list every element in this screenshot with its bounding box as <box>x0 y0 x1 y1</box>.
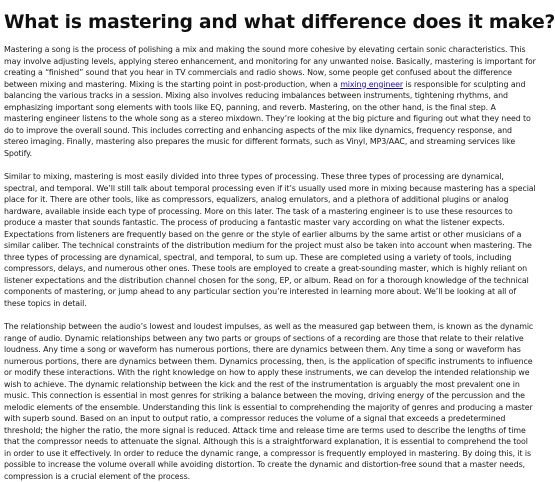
paragraph-processing-types: Similar to mixing, mastering is most easily divided into three types of processing. These three types of processing are dynamical, spectral, and temporal. We’ll still talk about temporal processing even if it’s usually used more in mixing because mastering has a special place for it. There are other tools, like as compressors, equalizers, analog emulators, and a plethora of additional plugins or analog hardware, available inside each type of processing. More on this later. The task of a mastering engineer is to use these resources to produce a master that sounds fantastic. The process of producing a fantastic master vary according on what the listener expects. Expectations from listeners are frequently based on the genre or the style of earlier albums by the same artist or other musicians of a similar caliber. The technical constraints of the distribution medium for the project must also be taken into account when mastering. The three types of processing are dynamical, spectral, and temporal, to sum up. These are completed using a variety of tools, including compressors, delays, and numerous other ones. These tools are employed to create a great-sounding master, which is highly reliant on listener expectations and the distribution channel chosen for the song, EP, or album. Read on for a thorough knowledge of the technical components of mastering, or jump ahead to any particular section you’re interested in learning more about. We’ll be looking at all of these topics in detail. <box>4 172 536 308</box>
article-body <box>4 44 536 482</box>
page-title: What is mastering and what difference does it make? <box>4 12 555 33</box>
mixing-engineer-link[interactable]: mixing engineer <box>340 79 403 89</box>
paragraph-dynamic-range: The relationship between the audio’s lowest and loudest impulses, as well as the measured gap between them, is known as the dynamic range of audio. Dynamic relationships between any two parts or groups of sections of a recording are those that relate to their relative loudness. Any time a song or waveform has numerous portions, there are dynamics between them. Any time a song or waveform has numerous portions, there are dynamics between them. Dynamics processing, then, is the application of specific instruments to influence or modify these interactions. With the right knowledge on how to apply these instruments, we can develop the intended relationship we wish to achieve. The dynamic relationship between the kick and the rest of the instrumentation is arguably the most prevalent one in music. This connection is essential in most genres for striking a balance between the moving, driving energy of the percussion and the melodic elements of the ensemble. Understanding this link is essential to comprehending the majority of genres and producing a master with superb sound. Based on an input to output ratio, a compressor reduces the volume of a signal that exceeds a predetermined threshold; the higher the ratio, the more signal is reduced. Attack time and release time are terms used to describe the lengths of time that the compressor needs to attenuate the signal. Although this is a straightforward explanation, it is essential to comprehend the tool in order to use it effectively. In order to reduce the dynamic range, a compressor is frequently employed in mastering. By doing this, it is possible to increase the volume overall while avoiding distortion. To create the dynamic and distortion-free sound that a master needs, compression is a crucial element of the process. <box>4 322 534 481</box>
paragraph-intro-text-end: is responsible for sculpting and balancing the various tracks in a session. Mixing also involves reducing imbalances between instruments, tightening rhythms, and emphasizing important song elements with tools like EQ, panning, and reverb. Mastering, on the other hand, is the final step. A mastering engineer listens to the whole song as a stereo mixdown. They’re looking at the big picture and figuring out what they need to do to improve the overall sound. This includes correcting and enhancing aspects of the mix like dynamics, frequency response, and stereo imaging. Finally, mastering also prepares the music for different formats, such as Vinyl, MP3/AAC, and streaming services like Spotify. <box>4 79 531 158</box>
paragraph-intro <box>4 44 536 159</box>
paragraph-intro-text-start: Mastering a song is the process of polishing a mix and making the sound more cohesive by elevating certain sonic characteristics. This may involve adjusting levels, applying stereo enhancement, and monitoring for any unwanted noise. Basically, mastering is important for creating a “finished” sound that you hear in TV commercials and radio shows. Now, some people get confused about the difference between mixing and mastering. Mixing is the starting point in post-production, when a <box>4 45 536 89</box>
